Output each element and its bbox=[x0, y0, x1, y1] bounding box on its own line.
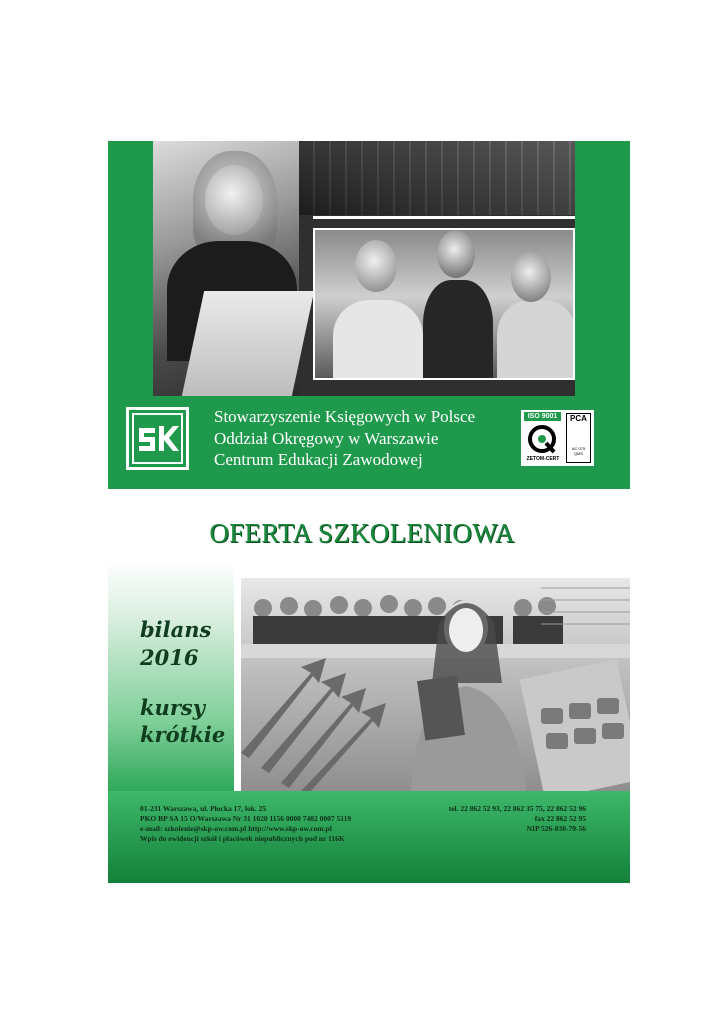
footer-address: 01-231 Warszawa, ul. Płocka 17, lok. 25 bbox=[140, 804, 267, 813]
footer-bank: PKO BP SA 15 O/Warszawa Nr 31 1020 1156 0000 7402 0007 5119 bbox=[140, 814, 352, 823]
course-panel bbox=[108, 561, 234, 791]
org-line-3: Centrum Edukacji Zawodowej bbox=[214, 450, 423, 469]
pca-qms: QMS bbox=[573, 451, 584, 456]
photo-office-building bbox=[299, 141, 575, 215]
course-krotkie: krótkie bbox=[140, 722, 226, 747]
photo-woman-on-phone bbox=[153, 141, 299, 396]
zetom-label: ZETOM-CERT bbox=[526, 456, 560, 462]
course-photo bbox=[241, 578, 630, 791]
footer-email-web: e-mail: szkolenie@skp-ow.com.pl http://www.skp-ow.com.pl bbox=[140, 824, 332, 833]
footer-phone: tel. 22 862 52 93, 22 862 35 75, 22 862 52 96 bbox=[448, 804, 586, 813]
photo-divider bbox=[313, 216, 575, 219]
footer-nip: NIP 526-030-79-56 bbox=[526, 824, 586, 833]
org-line-1: Stowarzyszenie Księgowych w Polsce bbox=[214, 407, 476, 426]
zetom-q-icon bbox=[527, 424, 557, 454]
pca-label: PCA bbox=[570, 414, 587, 423]
course-kursy: kursy bbox=[140, 695, 205, 720]
org-line-2: Oddział Okręgowy w Warszawie bbox=[214, 428, 439, 448]
organization-name bbox=[214, 406, 475, 471]
footer-registry: Wpis do ewidencji szkół i placówek niepublicznych pod nr 116K bbox=[140, 834, 345, 843]
pca-mark bbox=[566, 413, 591, 463]
header-photo-collage bbox=[153, 141, 575, 396]
iso-label: ISO 9001 bbox=[524, 412, 561, 421]
pca-code: AC 075 bbox=[571, 446, 586, 451]
page-title: OFERTA SZKOLENIOWA bbox=[209, 518, 515, 548]
course-bilans: bilans bbox=[140, 617, 212, 642]
skp-logo-icon bbox=[126, 407, 189, 470]
iso-certificate-icon bbox=[521, 410, 594, 466]
photo-team-meeting bbox=[313, 228, 575, 380]
course-year: 2016 bbox=[140, 645, 199, 670]
footer-fax: fax 22 862 52 95 bbox=[534, 814, 586, 823]
